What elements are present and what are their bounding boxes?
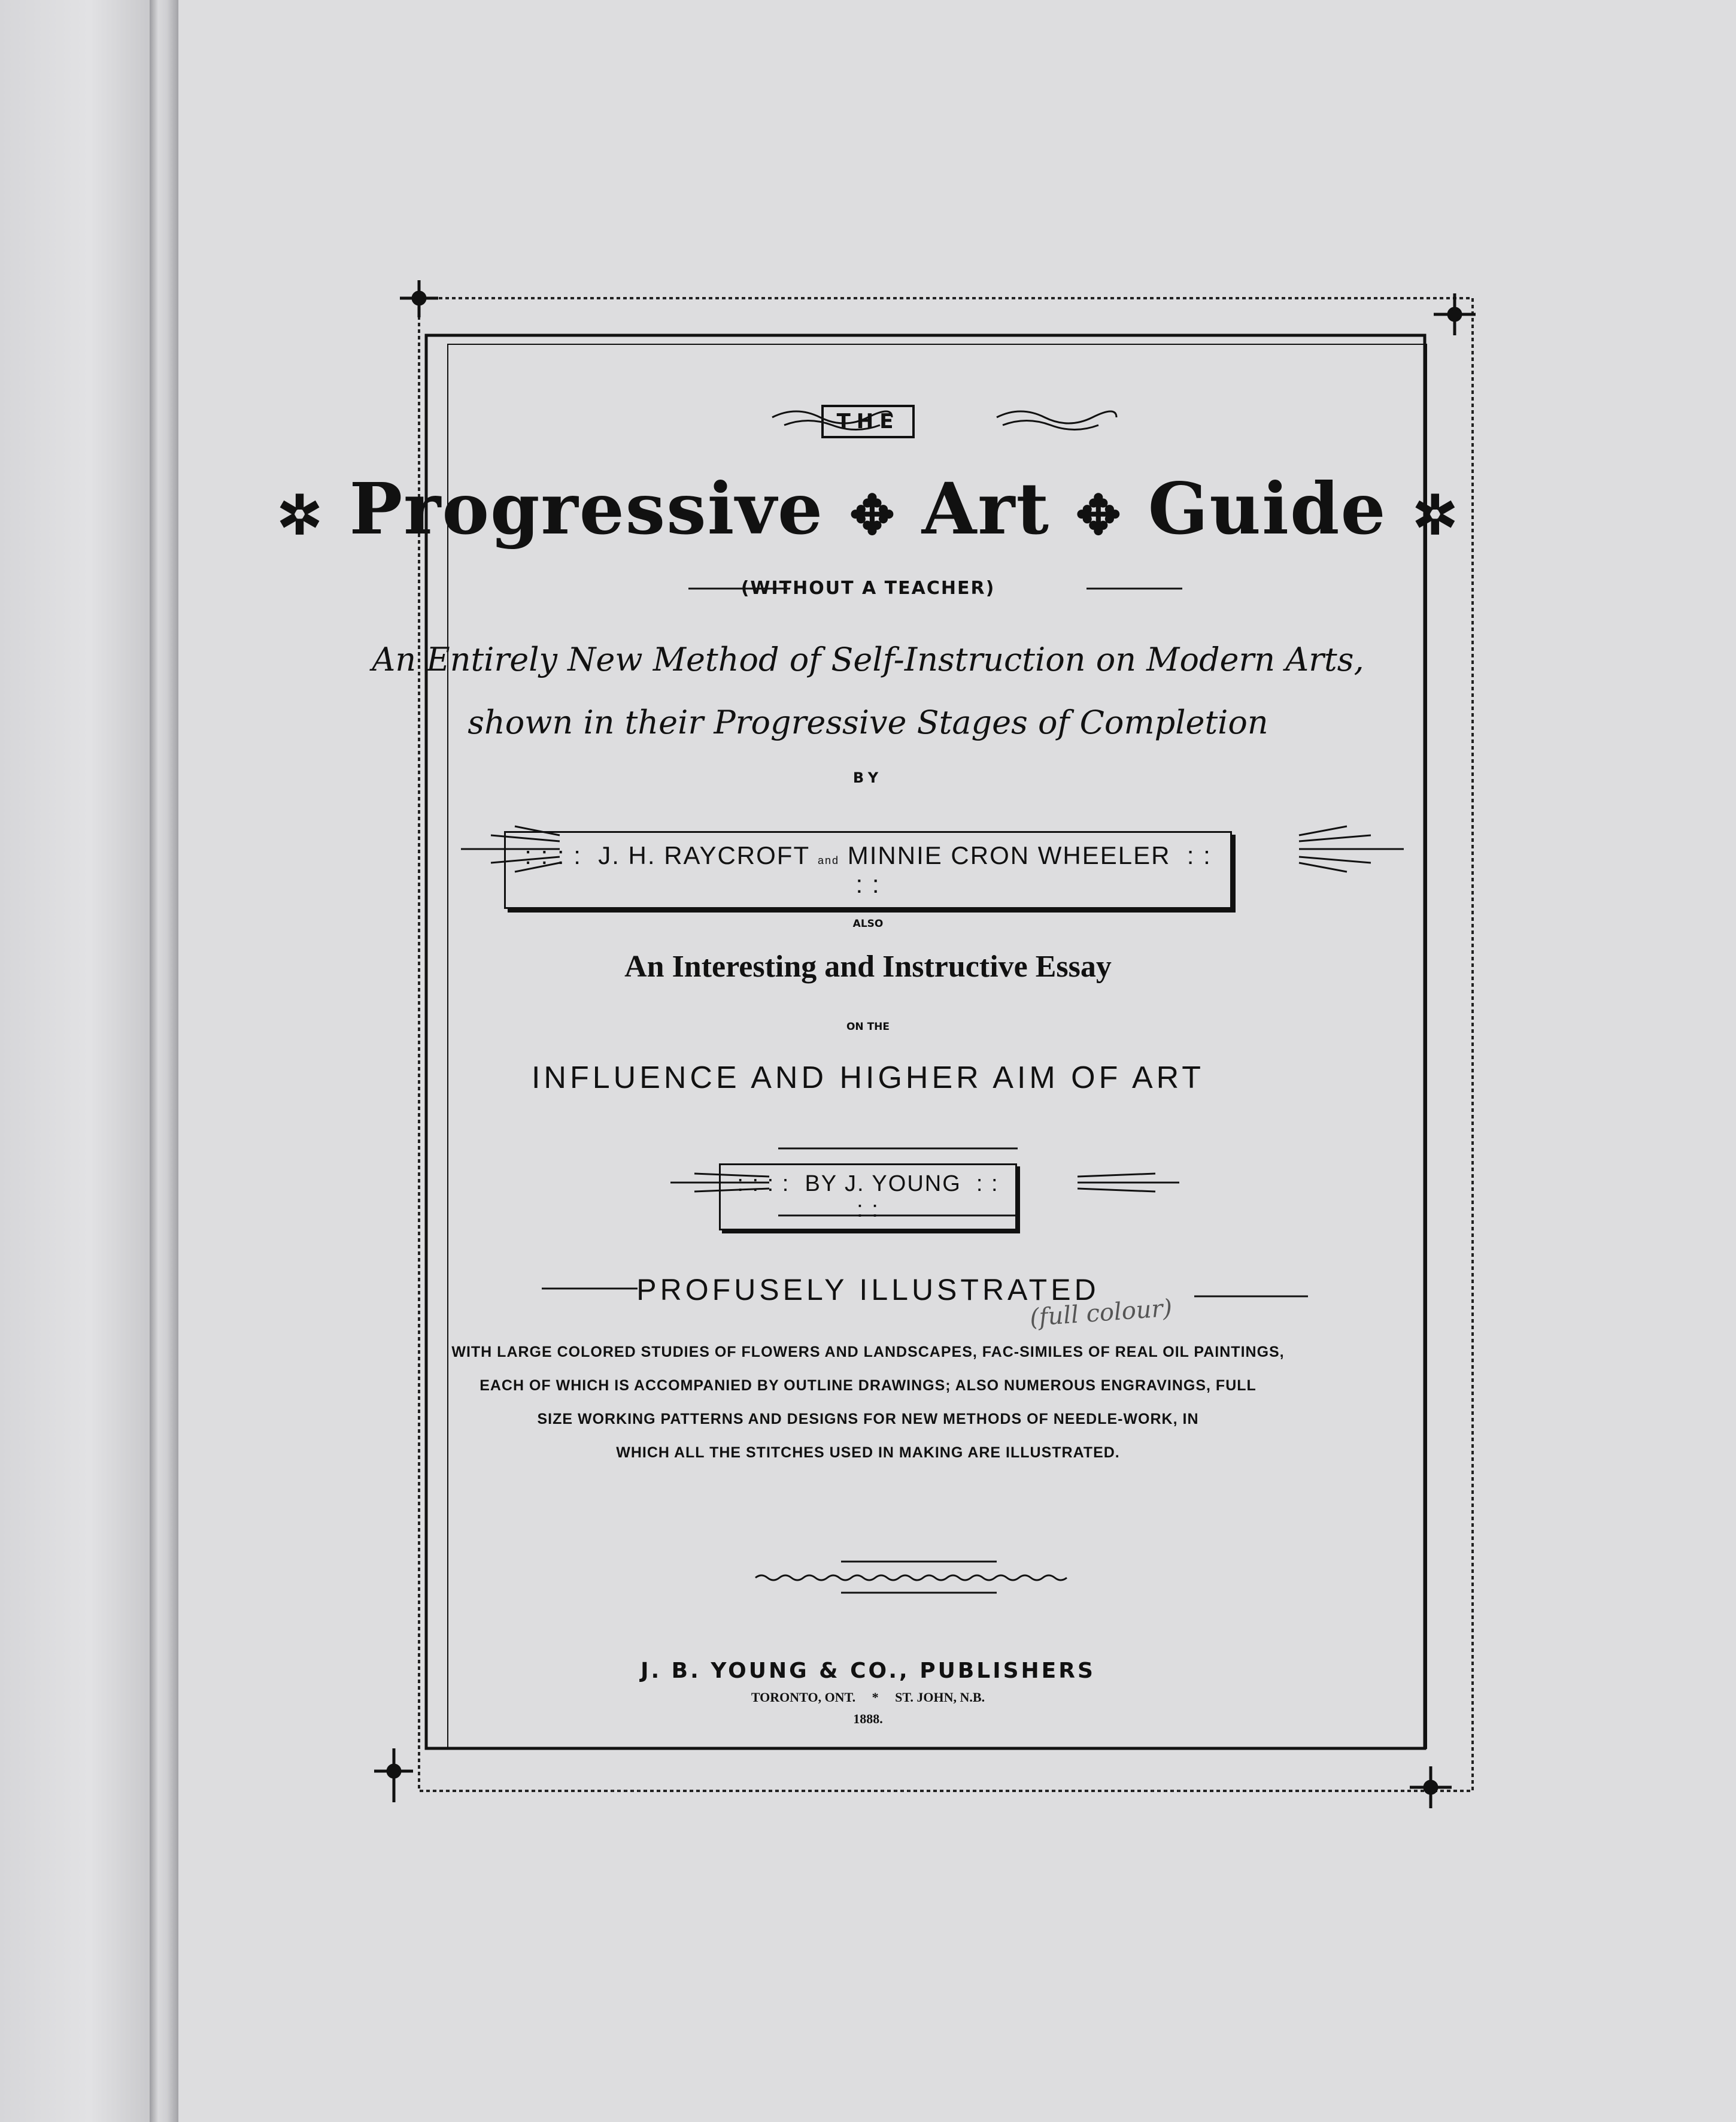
dots-right: : : : : — [855, 841, 1212, 898]
title-ornament-icon: ✥ — [1076, 483, 1122, 547]
description-block — [0, 1335, 1736, 1469]
handwritten-note: (full colour) — [1028, 1294, 1173, 1332]
by-label: BY — [852, 769, 884, 786]
place-separator: * — [872, 1690, 879, 1705]
title-word-progressive: Progressive — [349, 467, 824, 550]
dots-right: : : : : — [857, 1171, 999, 1222]
the-label: THE — [821, 405, 915, 438]
description-line: EACH OF WHICH IS ACCOMPANIED BY OUTLINE DRAWINGS; ALSO NUMEROUS ENGRAVINGS, FULL — [479, 1377, 1257, 1394]
on-the-label: ON THE — [846, 1021, 890, 1033]
publisher-places — [0, 1690, 1736, 1705]
description-line: WITH LARGE COLORED STUDIES OF FLOWERS AND LANDSCAPES, FAC-SIMILES OF REAL OIL PAINTINGS, — [451, 1344, 1285, 1360]
title-ornament-left-icon: ✲ — [277, 483, 324, 547]
method-line-2: shown in their Progressive Stages of Completion — [468, 704, 1268, 741]
place-toronto: TORONTO, ONT. — [751, 1690, 856, 1705]
essay-title: An Interesting and Instructive Essay — [624, 950, 1112, 984]
description-line: SIZE WORKING PATTERNS AND DESIGNS FOR NEW METHODS OF NEEDLE-WORK, IN — [537, 1411, 1199, 1427]
publisher: J. B. YOUNG & CO., PUBLISHERS — [641, 1659, 1095, 1683]
corner-ornament-bottom-right — [1410, 1766, 1452, 1808]
corner-ornament-bottom-left — [374, 1748, 413, 1802]
essay-subject: INFLUENCE AND HIGHER AIM OF ART — [531, 1060, 1205, 1095]
and-label: and — [818, 854, 840, 866]
dots-left: : : : : — [737, 1171, 790, 1196]
description-line: WHICH ALL THE STITCHES USED IN MAKING ARE ILLUSTRATED. — [616, 1444, 1120, 1461]
main-title — [0, 467, 1736, 550]
essay-author-box — [719, 1163, 1017, 1230]
title-ornament-right-icon: ✲ — [1412, 483, 1459, 547]
authors-box — [504, 831, 1232, 909]
dots-left: : : : : — [524, 841, 582, 869]
profusely-illustrated: PROFUSELY ILLUSTRATED — [636, 1273, 1100, 1306]
publication-year: 1888. — [853, 1711, 883, 1726]
corner-ornament-top-right — [1434, 293, 1476, 335]
author-1: J. H. RAYCROFT — [598, 841, 810, 869]
subtitle: (WITHOUT A TEACHER) — [740, 578, 996, 599]
title-word-guide: Guide — [1148, 467, 1387, 550]
wavy-divider — [755, 1562, 1067, 1593]
essay-author: BY J. YOUNG — [805, 1171, 961, 1196]
place-st-john: ST. JOHN, N.B. — [895, 1690, 985, 1705]
title-ornament-icon: ✥ — [849, 483, 896, 547]
author-2: MINNIE CRON WHEELER — [847, 841, 1171, 869]
also-label: ALSO — [852, 918, 884, 930]
method-line-1: An Entirely New Method of Self-Instruction on Modern Arts, — [372, 641, 1364, 678]
corner-ornament-top-left — [400, 280, 438, 317]
title-word-art: Art — [921, 467, 1050, 550]
